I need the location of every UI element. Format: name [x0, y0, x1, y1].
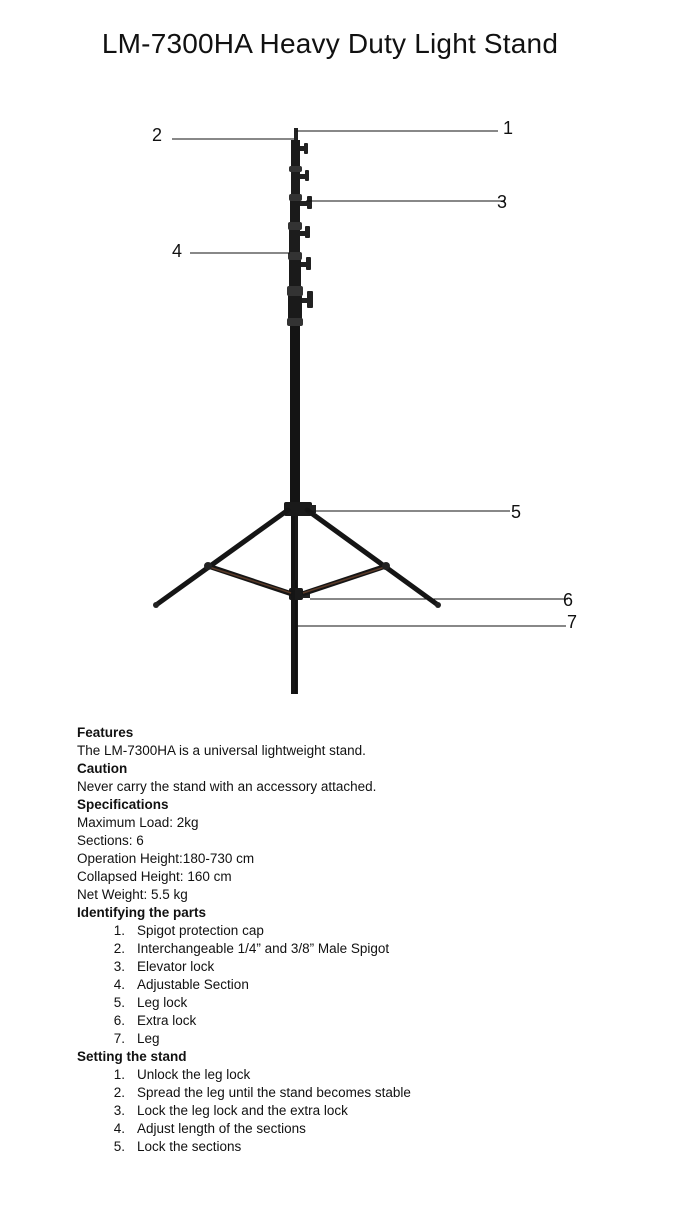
spec-line: Operation Height:180-730 cm — [77, 851, 255, 866]
list-item — [77, 994, 637, 1012]
list-label: Extra lock — [137, 1013, 197, 1028]
parts-heading: Identifying the parts — [77, 905, 207, 920]
list-number: 3. — [113, 1103, 125, 1118]
list-label: Interchangeable 1/4” and 3/8” Male Spigot — [137, 941, 390, 956]
list-label: Elevator lock — [137, 959, 215, 974]
callout-number-5: 5 — [511, 502, 522, 522]
list-item — [77, 922, 637, 940]
caution-text: Never carry the stand with an accessory attached. — [77, 779, 377, 794]
list-item — [77, 1030, 637, 1048]
list-label: Leg — [137, 1031, 160, 1046]
caution-heading: Caution — [77, 761, 128, 776]
features-text: The LM-7300HA is a universal lightweight stand. — [77, 743, 366, 758]
list-number: 1. — [113, 923, 125, 938]
list-number: 1. — [113, 1067, 125, 1082]
list-number: 7. — [113, 1031, 125, 1046]
list-item — [77, 976, 637, 994]
spec-line: Maximum Load: 2kg — [77, 815, 199, 830]
list-label: Spigot protection cap — [137, 923, 264, 938]
list-item — [77, 1120, 637, 1138]
list-number: 5. — [113, 995, 125, 1010]
setting-heading: Setting the stand — [77, 1049, 187, 1064]
list-label: Lock the leg lock and the extra lock — [137, 1103, 348, 1118]
list-number: 5. — [113, 1139, 125, 1154]
page-title: LM-7300HA Heavy Duty Light Stand — [101, 28, 559, 59]
spec-line: Collapsed Height: 160 cm — [77, 869, 232, 884]
callout-number-2: 2 — [152, 125, 163, 145]
list-label: Spread the leg until the stand becomes stable — [137, 1085, 411, 1100]
setting-list — [77, 1066, 637, 1156]
list-item — [77, 940, 637, 958]
spec-line: Sections: 6 — [77, 833, 144, 848]
callout-number-3: 3 — [497, 192, 508, 212]
list-number: 2. — [113, 941, 125, 956]
list-number: 2. — [113, 1085, 125, 1100]
list-number: 6. — [113, 1013, 125, 1028]
callout-number-7: 7 — [567, 612, 578, 632]
list-label: Lock the sections — [137, 1139, 242, 1154]
features-heading: Features — [77, 725, 134, 740]
callout-number-1: 1 — [503, 118, 514, 138]
list-item — [77, 1012, 637, 1030]
parts-list — [77, 922, 637, 1048]
list-item — [77, 1066, 637, 1084]
specifications-heading: Specifications — [77, 797, 169, 812]
spec-line: Net Weight: 5.5 kg — [77, 887, 188, 902]
callout-number-6: 6 — [563, 590, 574, 610]
list-label: Unlock the leg lock — [137, 1067, 251, 1082]
list-item — [77, 1084, 637, 1102]
list-label: Adjustable Section — [137, 977, 249, 992]
list-number: 4. — [113, 1121, 125, 1136]
list-number: 3. — [113, 959, 125, 974]
list-label: Adjust length of the sections — [137, 1121, 306, 1136]
stand-illustration — [153, 128, 441, 694]
manual-text — [77, 724, 637, 1156]
list-item — [77, 1102, 637, 1120]
callout-number-4: 4 — [172, 241, 183, 261]
list-number: 4. — [113, 977, 125, 992]
list-label: Leg lock — [137, 995, 188, 1010]
list-item — [77, 1138, 637, 1156]
list-item — [77, 958, 637, 976]
